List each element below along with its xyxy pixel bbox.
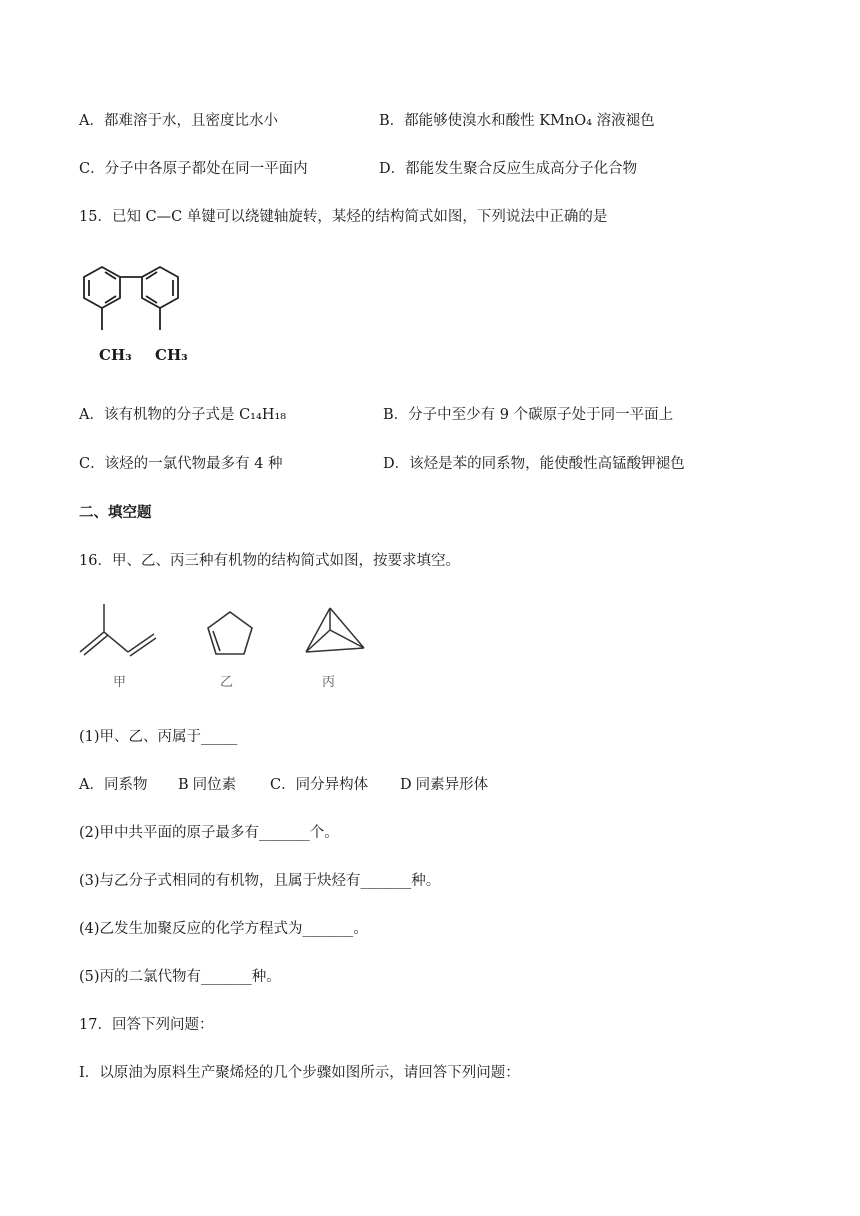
option-text: 分子中各原子都处在同一平面内 bbox=[104, 161, 308, 177]
q15-option-c bbox=[79, 454, 283, 474]
q15-option-d bbox=[383, 454, 685, 474]
q17-stem: 17．回答下列问题： bbox=[79, 1017, 214, 1033]
option-text: 同素异形体 bbox=[415, 777, 489, 793]
q17-part1: Ⅰ．以原油为原料生产聚烯烃的几个步骤如图所示，请回答下列问题： bbox=[79, 1065, 520, 1081]
option-text: 同分异构体 bbox=[295, 777, 369, 793]
option-text: 同系物 bbox=[103, 777, 148, 793]
option-text: 该烃是苯的同系物，能使酸性高锰酸钾褪色 bbox=[409, 456, 685, 472]
ch3-left-label: CH₃ bbox=[99, 346, 132, 364]
label-jia: 甲 bbox=[113, 675, 127, 690]
q16-sub1-option-c bbox=[270, 775, 368, 795]
option-text: 该有机物的分子式是 C₁₄H₁₈ bbox=[103, 407, 287, 423]
q16-sub1-option-d bbox=[400, 775, 488, 795]
label-yi: 乙 bbox=[220, 675, 234, 690]
structure-yi bbox=[202, 610, 258, 660]
option-letter: B． bbox=[383, 407, 409, 423]
q14-option-a bbox=[79, 111, 278, 131]
q14-option-b bbox=[379, 111, 655, 131]
option-text: 都能发生聚合反应生成高分子化合物 bbox=[405, 161, 638, 177]
option-text: 都难溶于水，且密度比水小 bbox=[103, 113, 278, 129]
option-letter: D bbox=[400, 777, 412, 793]
q16-sub1-option-b bbox=[178, 775, 236, 795]
ch3-right-label: CH₃ bbox=[155, 346, 188, 364]
label-bing: 丙 bbox=[322, 675, 336, 690]
option-letter: D． bbox=[379, 161, 406, 177]
option-letter: A． bbox=[79, 113, 104, 129]
q15-option-b bbox=[383, 405, 673, 425]
q14-option-d bbox=[379, 159, 637, 179]
option-letter: D． bbox=[383, 456, 410, 472]
q16-sub4: (4)乙发生加聚反应的化学方程式为_______。 bbox=[79, 921, 368, 937]
option-text: 都能够使溴水和酸性 KMnO₄ 溶液褪色 bbox=[404, 113, 655, 129]
option-letter: C． bbox=[79, 161, 105, 177]
option-text: 同位素 bbox=[192, 777, 237, 793]
q14-option-c bbox=[79, 159, 308, 179]
q16-sub3: (3)与乙分子式相同的有机物，且属于炔烃有_______种。 bbox=[79, 873, 441, 889]
q16-sub5: (5)丙的二氯代物有_______种。 bbox=[79, 969, 281, 985]
option-letter: C． bbox=[270, 777, 296, 793]
section-title: 二、填空题 bbox=[79, 504, 152, 521]
option-letter: B． bbox=[379, 113, 405, 129]
option-text: 分子中至少有 9 个碳原子处于同一平面上 bbox=[408, 407, 674, 423]
q16-sub1: (1)甲、乙、丙属于_____ bbox=[79, 729, 238, 745]
structure-jia bbox=[80, 604, 160, 664]
q16-stem: 16．甲、乙、丙三种有机物的结构简式如图，按要求填空。 bbox=[79, 553, 460, 569]
q15-stem: 15．已知 C—C 单键可以绕键轴旋转，某烃的结构简式如图，下列说法中正确的是 bbox=[79, 209, 608, 225]
structure-bing bbox=[302, 606, 372, 656]
q16-sub1-option-a bbox=[79, 775, 147, 795]
option-letter: C． bbox=[79, 456, 105, 472]
option-letter: A． bbox=[79, 777, 104, 793]
q16-sub2: (2)甲中共平面的原子最多有_______个。 bbox=[79, 825, 339, 841]
option-letter: A． bbox=[79, 407, 104, 423]
option-text: 该烃的一氯代物最多有 4 种 bbox=[104, 456, 283, 472]
option-letter: B bbox=[178, 777, 189, 793]
q15-option-a bbox=[79, 405, 286, 425]
